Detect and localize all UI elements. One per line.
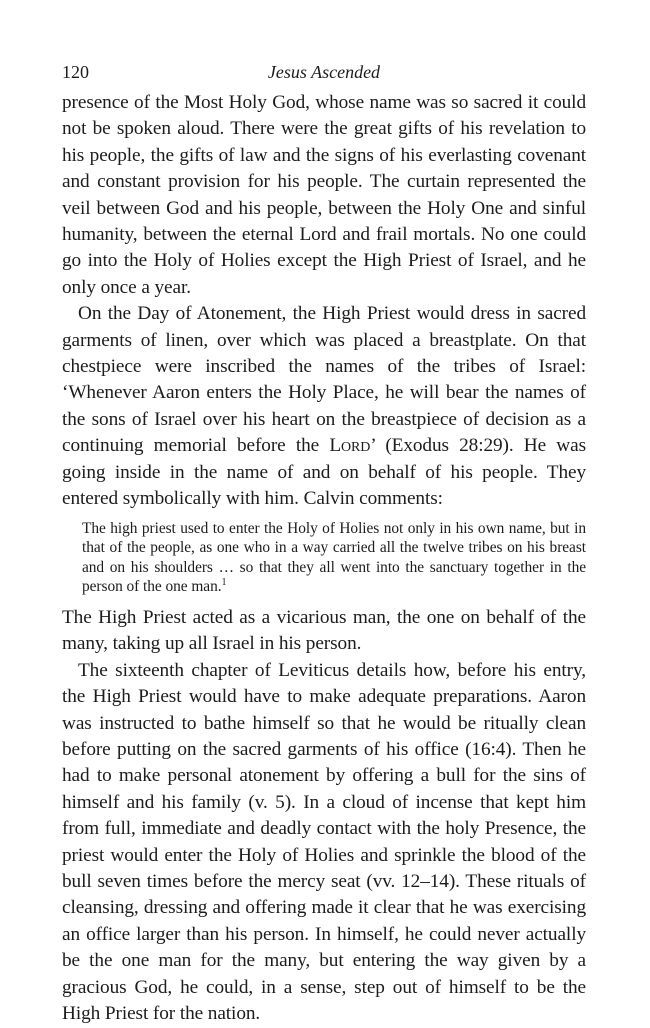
paragraph-day-of-atonement <box>62 301 586 512</box>
paragraph-continued: presence of the Most Holy God, whose name was so sacred it could not be spoken aloud. There were the great gifts of his revelation to his people, the gifts of law and the signs of his everlasting covenant and constant provision for his people. The curtain represented the veil between God and his people, between the Holy One and sinful humanity, between the eternal Lord and frail mortals. No one could go into the Holy of Holies except the High Priest of Israel, and he only once a year. <box>62 92 586 298</box>
body-text <box>62 90 586 1027</box>
book-page <box>62 56 586 1027</box>
paragraph-vicarious-man: The High Priest acted as a vicarious man, the one on behalf of the many, taking up all Israel in his person. <box>62 606 586 655</box>
running-head <box>62 56 586 90</box>
page-number: 120 <box>62 62 89 82</box>
paragraph-leviticus: The sixteenth chapter of Leviticus details how, before his entry, the High Priest would have to make adequate preparations. Aaron was instructed to bathe himself so that he would be ritually clean before putting on the sacred garments of his office (16:4). Then he had to make personal atonement by offering a bull for the sins of himself and his family (v. 5). In a cloud of incense that kept him from full, immediate and deadly contact with the holy Presence, the priest would enter the Holy of Holies and sprinkle the blood of the bull seven times before the mercy seat (vv. 12–14). These rituals of cleansing, dressing and offering made it clear that he was exercising an office larger than his person. In himself, he could never actually be the one man for the many, but entering the way given by a gracious God, he could, in a sense, step out of himself to be the High Priest for the nation. <box>62 659 586 1024</box>
running-title: Jesus Ascended <box>267 62 381 82</box>
calvin-quote <box>82 519 586 597</box>
lord-smallcaps: Lord <box>329 435 371 457</box>
footnote-marker: 1 <box>221 577 227 589</box>
quote-text: The high priest used to enter the Holy of Holies not only in his own name, but in that of the people, as one who in a way carried all the twelve tribes on his breast and on his shoulders … so that they all went into the sanctuary together in the person of the one man. <box>82 519 586 596</box>
paragraph-text: On the Day of Atonement, the High Priest would dress in sacred garments of linen, over which was placed a breastplate. On that chestpiece were inscribed the names of the tribes of Israel: ‘Whenever Aaron enters the Holy Place, he will bear the names of the sons of Israel over his heart on the breastpiece of decision as a continuing memorial before the <box>62 303 586 457</box>
paragraph-text: ’ (Exodus 28:29). He was going inside in the name of and on behalf of his people. They entered symbolically with him. Calvin comments: <box>62 435 586 510</box>
